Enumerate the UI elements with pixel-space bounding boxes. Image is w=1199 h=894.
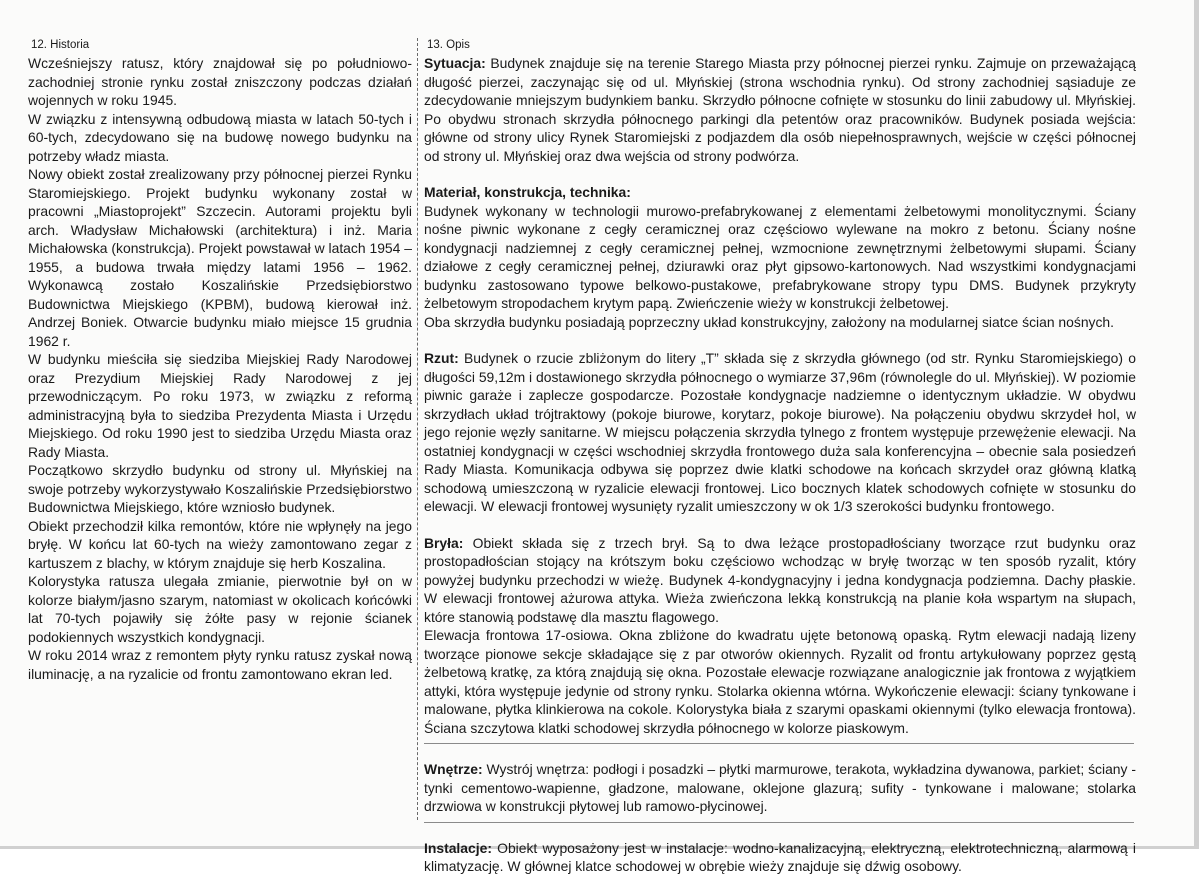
wnetrze-label: Wnętrze: bbox=[424, 761, 483, 777]
material-label: Materiał, konstrukcja, technika: bbox=[424, 184, 631, 200]
instalacje-text: Obiekt wyposażony jest w instalacje: wodno-kanalizacyjną, elektryczną, elektrotechniczną, alarmową i klimatyzację. W głównej klatce schodowej w obrębie wieży znajduje się dźwig osobowy. bbox=[424, 839, 1136, 874]
sytuacja-paragraph bbox=[424, 54, 1136, 165]
opis-column bbox=[424, 38, 1136, 894]
historia-paragraph: Nowy obiekt został zrealizowany przy północnej pierzei Rynku Staromiejskiego. Projekt budynku wykonany został w pracowni „Miastoprojekt” Szczecin. Autorami projektu byli arch. Władysław Michałowski (architektura) i inż. Maria Michałowska (konstrukcja). Projekt powstawał w latach 1954 – 1955, a budowa trwała między latami 1956 – 1962. Wykonawcą zostało Koszalińskie Przedsiębiorstwo Budownictwa Miejskiego (KPBM), budową kierował inż. Andrzej Boniek. Otwarcie budynku miało miejsce 15 grudnia 1962 r. bbox=[28, 166, 412, 349]
sytuacja-text: Budynek znajduje się na terenie Starego Miasta przy północnej pierzei rynku. Zajmuje on przeważającą długość pierzei, zaczynając się od ul. Młyńskiej (strona wschodnia rynku). Od strony zachodniej sąsiaduje ze zdecydowanie mniejszym budynkiem banku. Skrzydło północne cofnięte w stosunku do linii zabudowy ul. Młyńskiej. Po obydwu stronach skrzydła północnego parkingi dla petentów oraz pracowników. Budynek posiada wejścia: główne od strony ulicy Rynek Staromiejski z podjazdem dla osób niepełnosprawnych, wejście w części północnej od strony ul. Młyńskiej oraz dwa wejścia od strony podwórza. bbox=[424, 55, 1136, 164]
historia-paragraph: W roku 2014 wraz z remontem płyty rynku ratusz zyskał nową iluminację, a na ryzalicie od frontu zamontowano ekran led. bbox=[28, 647, 412, 682]
instalacje-label: Instalacje: bbox=[424, 839, 492, 856]
historia-paragraph: Wcześniejszy ratusz, który znajdował się po południowo-zachodniej stronie rynku został zniszczony podczas działań wojennych w roku 1945. bbox=[28, 55, 412, 108]
sytuacja-section bbox=[424, 54, 1136, 165]
opis-heading: 13. Opis bbox=[427, 39, 470, 51]
material-section bbox=[424, 183, 1136, 331]
wnetrze-section bbox=[424, 760, 1136, 816]
section-rule bbox=[424, 743, 1134, 744]
material-text-2: Oba skrzydła budynku posiadają poprzeczny układ konstrukcyjny, założony na modularnej siatce ścian nośnych. bbox=[424, 313, 1115, 330]
wnetrze-paragraph bbox=[424, 760, 1136, 816]
wnetrze-text: Wystrój wnętrza: podłogi i posadzki – płytki marmurowe, terakota, wykładzina dywanowa, parkiet; ściany - tynki cementowo-wapienne, gładzone, malowane, oklejone glazurą; sufity - tynkowane i malowane; stolarka drzwiowa w konstrukcji płytowej lub ramowo-płycinowej. bbox=[424, 761, 1136, 814]
historia-heading: 12. Historia bbox=[31, 39, 90, 51]
rzut-label: Rzut: bbox=[424, 350, 459, 366]
section-rule bbox=[424, 822, 1134, 823]
historia-paragraph: W związku z intensywną odbudową miasta w latach 50-tych i 60-tych, zdecydowano się na budowę nowego budynku na potrzeby władz miasta. bbox=[28, 110, 412, 164]
historia-column bbox=[28, 38, 412, 683]
bryla-section bbox=[424, 534, 1136, 738]
column-divider bbox=[417, 38, 419, 820]
historia-paragraph: W budynku mieściła się siedziba Miejskiej Rady Narodowej oraz Prezydium Miejskiej Rady Narodowej z jej przewodniczącym. Po roku 1973, w związku z reformą administracyjną była to siedziba Prezydenta Miasta i Urzędu Miejskiego. Od roku 1990 jest to siedziba Urzędu Miasta oraz Rady Miasta. bbox=[28, 351, 412, 460]
material-text: Budynek wykonany w technologii murowo-prefabrykowanej z elementami żelbetowymi monolitycznymi. Ściany nośne piwnic wykonane z cegły ceramicznej oraz częściowo wylewane na mokro z betonu. Ściany nośne kondygnacji nadziemnej z cegły ceramicznej pełnej, wzmocnione zewnętrznymi żelbetowymi słupami. Ściany działowe z cegły ceramicznej pełnej, dziurawki oraz płyt gipsowo-kartonowych. Nad wszystkimi kondygnacjami budynku zastosowano typowe belkowo-pustakowe, prefabrykowane stropy typu DMS. Budynek przykryty żelbetowym stropodachem krytym papą. Zwieńczenie wieży w konstrukcji żelbetowej. bbox=[424, 202, 1136, 311]
instalacje-section bbox=[424, 839, 1136, 876]
bryla-text: Obiekt składa się z trzech brył. Są to dwa leżące prostopadłościany tworzące rzut budynku oraz prostopadłościan stojący na krótszym boku częściowo wchodząc w bryłę tworząc w ten sposób ryzalit, który powyżej budynku przechodzi w wieżę. Budynek 4-kondygnacyjny i jedna kondygnacja podziemna. Dachy płaskie. W elewacji frontowej ażurowa attyka. Wieża zwieńczona lekką konstrukcją na planie koła wspartym na słupach, które stanowią podstawę dla masztu flagowego. bbox=[424, 534, 1136, 625]
historia-paragraph: Kolorystyka ratusza ulegała zmianie, pierwotnie był on w kolorze białym/jasno szarym, natomiast w okolicach końcówki lat 70-tych pojawiły się żółte pasy w rejonie ścianek podokiennych wszystkich kondygnacji. bbox=[28, 573, 412, 645]
bryla-label: Bryła: bbox=[424, 534, 464, 551]
historia-paragraph: Początkowo skrzydło budynku od strony ul. Młyńskiej na swoje potrzeby wykorzystywało Koszalińskie Przedsiębiorstwo Budownictwa Miejskiego, które wzniosło budynek. bbox=[28, 462, 412, 515]
instalacje-paragraph bbox=[424, 839, 1136, 876]
sytuacja-label: Sytuacja: bbox=[424, 55, 486, 71]
historia-paragraph: Obiekt przechodził kilka remontów, które nie wpłynęły na jego bryłę. W końcu lat 60-tych na wieży zamontowano zegar z kartuszem z blachy, w którym znajduje się herb Koszalina. bbox=[28, 517, 412, 571]
rzut-section bbox=[424, 349, 1136, 516]
rzut-text: Budynek o rzucie zbliżonym do litery „T” składa się z skrzydła głównego (od str. Rynku Staromiejskiego) o długości 59,12m i dostawionego skrzydła północnego o wymiarze 37,96m (równolegle do ul. Młyńskiej). W poziomie piwnic garaże i zaplecze gospodarcze. Pozostałe kondygnacje nadziemne o identycznym układzie. W obydwu skrzydłach układ trójtraktowy (pokoje biurowe, korytarz, pokoje biurowe). Na połączeniu obydwu skrzydeł hol, w jego rejonie węzły sanitarne. W miejscu połączenia skrzydła tylnego z frontem występuje przewężenie elewacji. Na ostatniej kondygnacji w części wschodniej skrzydła frontowego duża sala konferencyjna – obecnie sala posiedzeń Rady Miasta. Komunikacja odbywa się poprzez dwie klatki schodowe na końcach skrzydeł oraz główną klatką schodową umieszczoną w ryzalicie elewacji frontowej. Lico bocznych klatek schodowych cofnięte w stosunku do elewacji. W elewacji frontowej wysunięty ryzalit umieszczony w ok 1/3 szerokości budynku frontowego. bbox=[424, 350, 1136, 514]
bryla-paragraph bbox=[424, 534, 1136, 627]
scan-edge-right bbox=[1194, 0, 1199, 849]
rzut-paragraph bbox=[424, 349, 1136, 516]
bryla-text-2: Elewacja frontowa 17-osiowa. Okna zbliżone do kwadratu ujęte betonową opaską. Rytm elewacji nadają lizeny tworzące pionowe sekcje składające się z par otworów okiennych. Ryzalit od frontu artykułowany poprzez gęstą żelbetową kratkę, za którą znajdują się okna. Pozostałe elewacje rozwiązane analogicznie jak frontowa z wyjątkiem attyki, która występuje jedynie od strony rynku. Stolarka okienna wtórna. Wykończenie elewacji: ściany tynkowane i malowane, płytka klinkierowa na cokole. Kolorystyka biała z szarymi opaskami okiennymi (tylko elewacja frontowa). Ściana szczytowa klatki schodowej skrzydła północnego w kolorze piaskowym. bbox=[424, 627, 1136, 736]
